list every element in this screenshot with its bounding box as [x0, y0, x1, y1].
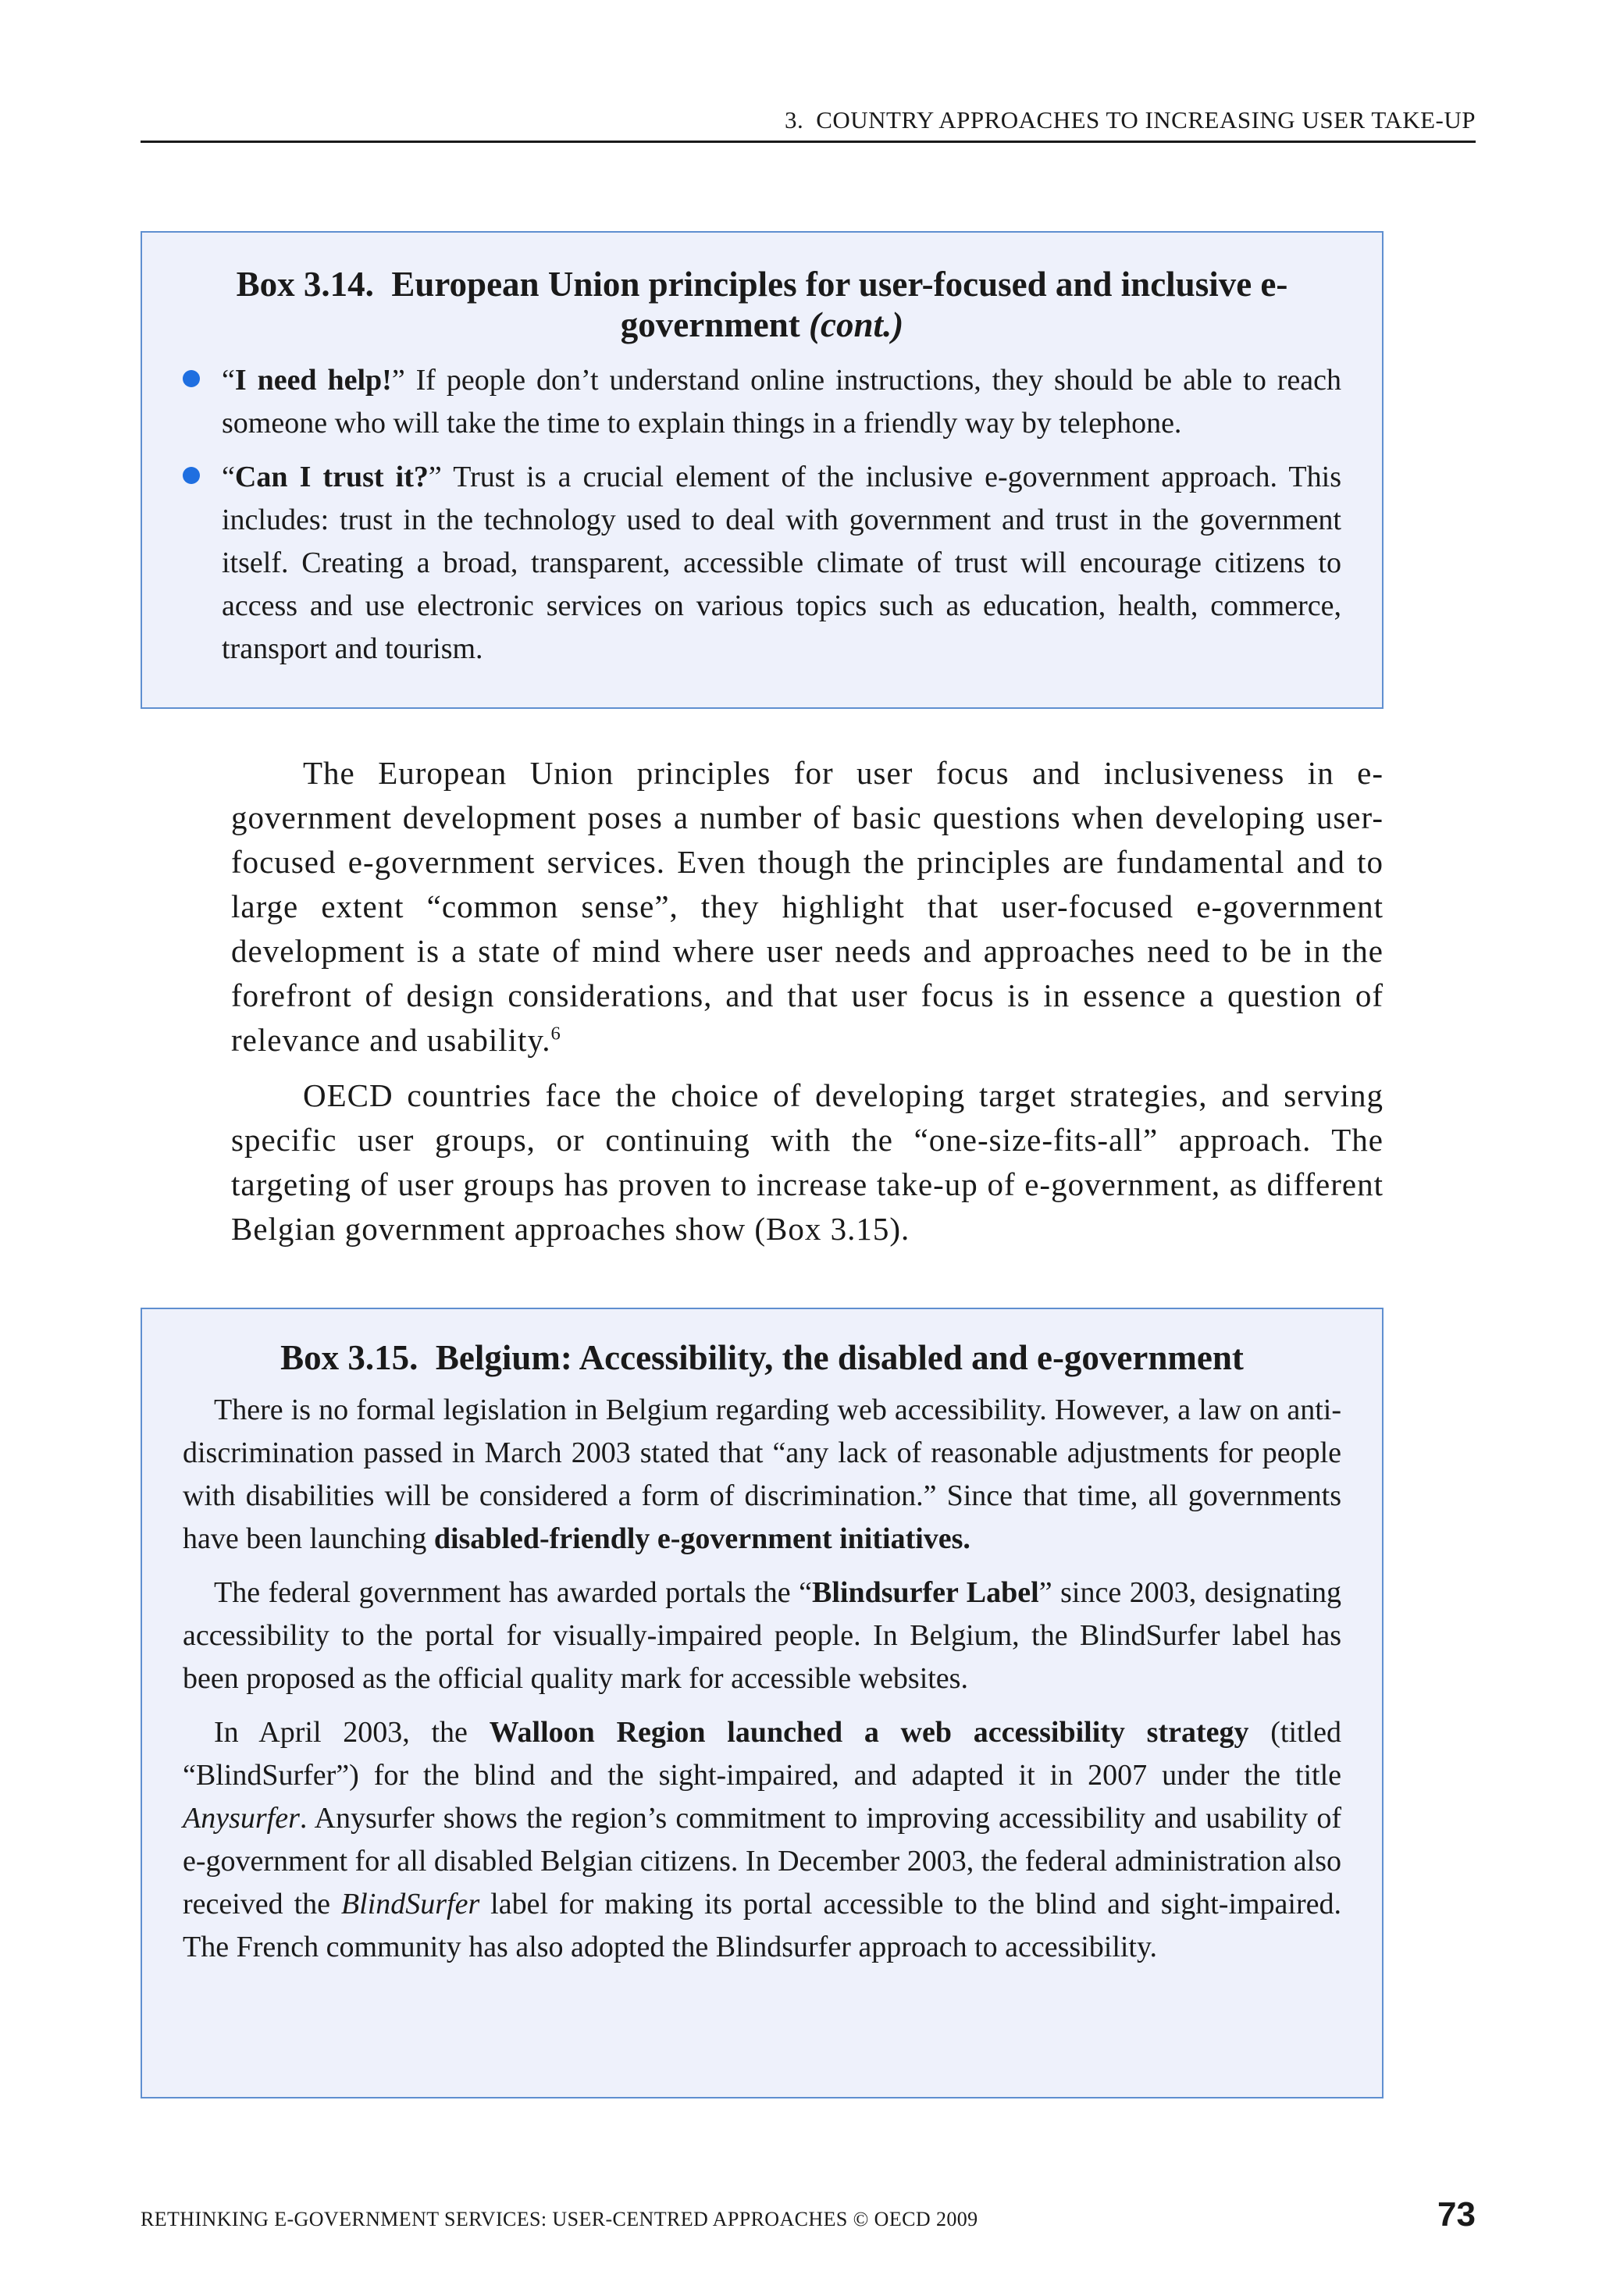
list-item: “I need help!” If people don’t understand online instructions, they should be able to reach someone who will take the time to explain things in a friendly way by telephone.	[183, 359, 1341, 445]
page-footer	[141, 2195, 1476, 2234]
box-3-15	[141, 1308, 1384, 2098]
footer-publication: RETHINKING E-GOVERNMENT SERVICES: USER-CENTRED APPROACHES © OECD 2009	[141, 2208, 978, 2230]
bullet-icon	[183, 370, 200, 387]
bullet-lead: Can I trust it?	[234, 461, 429, 493]
box-paragraph-2: The federal government has awarded portals the “Blindsurfer Label” since 2003, designating accessibility to the portal for visually-impaired people. In Belgium, the BlindSurfer label has been proposed as the official quality mark for accessible websites.	[183, 1576, 1342, 1695]
box-title-text: European Union principles for user-focused and inclusive e-government	[391, 265, 1288, 344]
box-cont-marker: (cont.)	[808, 305, 904, 344]
box-title-text: Belgium: Accessibility, the disabled and e-government	[435, 1338, 1244, 1377]
page-number: 73	[1437, 2195, 1476, 2234]
bullet-lead: I need help!	[234, 364, 392, 397]
box-3-14-bullet-list	[183, 359, 1341, 671]
box-paragraph-3: In April 2003, the Walloon Region launched a web accessibility strategy (titled “BlindSurfer”) for the blind and the sight-impaired, and adapted it in 2007 under the title Anysurfer. Anysurfer shows the region’s commitment to improving accessibility and usability of e-government for all disabled Belgian citizens. In December 2003, the federal administration also received the BlindSurfer label for making its portal accessible to the blind and sight-impaired. The French community has also adopted the Blindsurfer approach to accessibility.	[183, 1716, 1341, 1963]
box-paragraph-1: There is no formal legislation in Belgium regarding web accessibility. However, a law on anti-discrimination passed in March 2003 stated that “any lack of reasonable adjustments for people with disabilities will be considered a form of discrimination.” Since that time, all governments have been launching disabled-friendly e-government initiatives.	[183, 1394, 1341, 1555]
bullet-text: If people don’t understand online instructions, they should be able to reach someone who will take the time to explain things in a friendly way by telephone.	[222, 364, 1341, 440]
box-label: Box 3.15.	[280, 1338, 418, 1377]
box-3-15-title	[183, 1337, 1341, 1378]
running-header	[141, 106, 1476, 143]
body-text	[231, 751, 1384, 1262]
bullet-text: Trust is a crucial element of the inclusive e-government approach. This includes: trust in the technology used to deal with government and trust in the government itself. Creating a broad, transparent, accessible climate of trust will encourage citizens to access and use electronic services on various topics such as education, health, commerce, transport and tourism.	[222, 461, 1341, 665]
box-3-14	[141, 231, 1384, 709]
bullet-icon	[183, 467, 200, 484]
box-label: Box 3.14.	[236, 265, 374, 304]
list-item: “Can I trust it?” Trust is a crucial element of the inclusive e-government approach. This includes: trust in the technology used to deal with government and trust in the government itself. Creating a broad, transparent, accessible climate of trust will encourage citizens to access and use electronic services on various topics such as education, health, commerce, transport and tourism.	[183, 456, 1341, 671]
box-3-14-title	[183, 264, 1341, 345]
footnote-reference[interactable]: 6	[550, 1023, 561, 1045]
body-paragraph-1: The European Union principles for user focus and inclusiveness in e-government development poses a number of basic questions when developing user-focused e-government services. Even though the principles are fundamental and to large extent “common sense”, they highlight that user-focused e-government development is a state of mind where user needs and approaches need to be in the forefront of design considerations, and that user focus is in essence a question of relevance and usability.$^6$	[231, 755, 1384, 1058]
running-title: 3. COUNTRY APPROACHES TO INCREASING USER TAKE-UP	[784, 106, 1476, 133]
body-paragraph-2: OECD countries face the choice of developing target strategies, and serving specific user groups, or continuing with the “one-size-fits-all” approach. The targeting of user groups has proven to increase take-up of e-government, as different Belgian government approaches show (Box 3.15).	[231, 1077, 1384, 1247]
